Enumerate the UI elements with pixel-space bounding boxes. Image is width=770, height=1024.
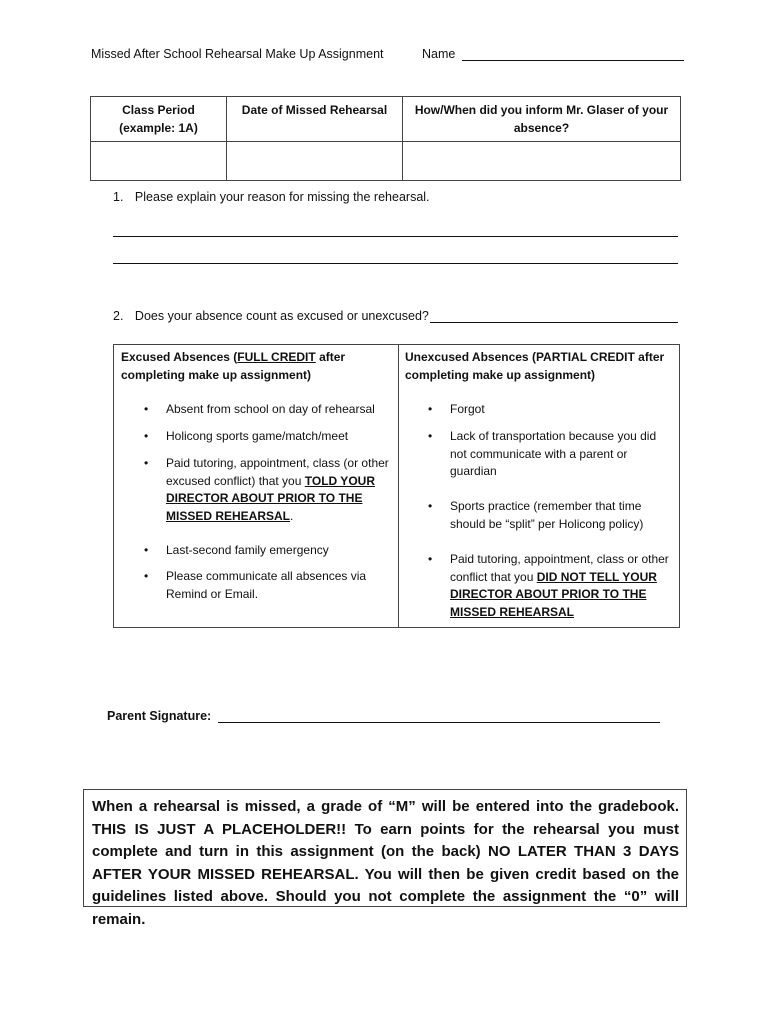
column-divider xyxy=(398,345,399,627)
date-missed-header: Date of Missed Rehearsal xyxy=(227,97,403,142)
name-field[interactable] xyxy=(422,47,684,61)
excused-item-3 xyxy=(166,455,394,525)
excused-item-5: • Please communicate all absences via Remind or Email. xyxy=(166,568,394,603)
unexcused-item-4 xyxy=(450,551,676,621)
excused-item-3-bold: TOLD YOUR DIRECTOR ABOUT PRIOR TO THE MISSED REHEARSAL xyxy=(166,473,375,523)
unexcused-heading: Unexcused Absences (PARTIAL CREDIT after completing make up assignment) xyxy=(405,350,665,382)
date-missed-cell[interactable] xyxy=(227,142,403,181)
document-title: Missed After School Rehearsal Make Up Assignment xyxy=(91,47,384,61)
parent-signature-label: Parent Signature: xyxy=(107,709,212,723)
question-2 xyxy=(113,309,429,323)
how-inform-header: How/When did you inform Mr. Glaser of your absence? xyxy=(403,97,681,142)
name-blank[interactable] xyxy=(462,47,684,61)
excused-heading xyxy=(121,348,391,384)
name-label: Name xyxy=(422,47,456,61)
how-inform-cell[interactable] xyxy=(403,142,681,181)
question-2-answer-line[interactable] xyxy=(430,322,678,323)
unexcused-item-4-bold: DID NOT TELL YOUR DIRECTOR ABOUT PRIOR TO THE MISSED REHEARSAL xyxy=(450,569,657,619)
unexcused-item-3: • Sports practice (remember that time should be “split” per Holicong policy) xyxy=(450,498,676,533)
excused-item-3-post: . xyxy=(290,508,294,523)
unexcused-item-1: • Forgot xyxy=(450,401,676,419)
class-period-cell[interactable] xyxy=(91,142,227,181)
unexcused-item-4-pre: Paid tutoring, appointment, class or other conflict that you xyxy=(450,552,669,584)
answer-line-2[interactable] xyxy=(113,263,678,264)
question-2-text: Does your absence count as excused or unexcused? xyxy=(134,309,429,323)
excused-item-3-pre: Paid tutoring, appointment, class (or other excused conflict) that you xyxy=(166,456,389,488)
absence-info-table xyxy=(90,96,681,181)
unexcused-item-2: • Lack of transportation because you did not communicate with a parent or guardian xyxy=(450,428,676,481)
parent-signature xyxy=(107,709,660,723)
full-credit-label: FULL CREDIT xyxy=(237,350,316,364)
excused-heading-pre: Excused Absences ( xyxy=(121,350,238,364)
grading-notice: When a rehearsal is missed, a grade of “M” will be entered into the gradebook. THIS IS JUST A PLACEHOLDER!! To earn points for the rehearsal you must complete and turn in this assignment (on the back) NO LATER THAN 3 DAYS AFTER YOUR MISSED REHEARSAL. You will then be given credit based on the guidelines listed above. Should you not complete the assignment the “0” will remain. xyxy=(83,789,687,907)
absence-categories-box xyxy=(113,344,680,628)
answer-line-1[interactable] xyxy=(113,236,678,237)
question-2-number: 2. xyxy=(113,309,124,323)
excused-item-4: • Last-second family emergency xyxy=(166,542,394,560)
question-1-text: Please explain your reason for missing the rehearsal. xyxy=(134,190,430,204)
question-1-number: 1. xyxy=(113,190,124,204)
excused-heading-post: after completing make up assignment) xyxy=(121,350,346,382)
class-period-header: Class Period (example: 1A) xyxy=(91,97,227,142)
parent-signature-line[interactable] xyxy=(218,709,660,723)
question-1 xyxy=(113,190,430,204)
excused-item-2: • Holicong sports game/match/meet xyxy=(166,428,394,446)
excused-item-1: • Absent from school on day of rehearsal xyxy=(166,401,394,419)
